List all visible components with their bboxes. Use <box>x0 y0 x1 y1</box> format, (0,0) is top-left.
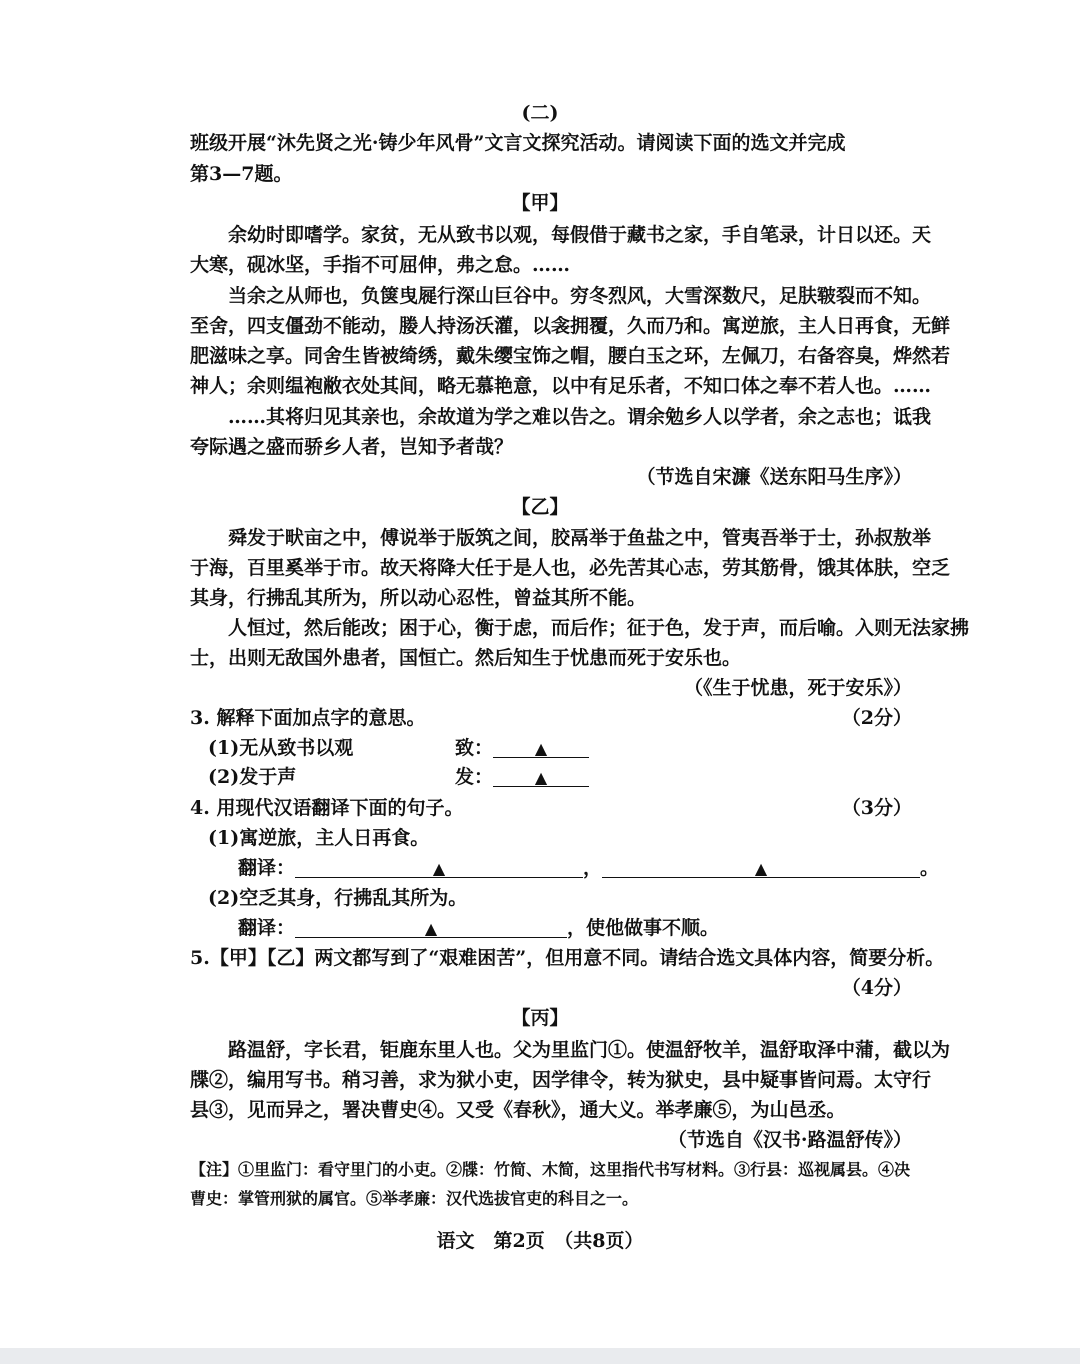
question-3-item-2: (2)发于声 <box>208 766 297 788</box>
answer-blank[interactable] <box>493 735 589 758</box>
bing-note-line: 曹史：掌管刑狱的属官。⑤举孝廉：汉代选拔官吏的科目之一。 <box>190 1189 639 1208</box>
page-footer: 语文 第2页 （共8页） <box>436 1230 644 1252</box>
jia-line: 肥滋味之享。同舍生皆被绮绣，戴朱缨宝饰之帽，腰白玉之环，左佩刀，右备容臭，烨然若 <box>190 345 951 367</box>
jia-line: 余幼时即嗜学。家贫，无从致书以观，每假借于藏书之家，手自笔录，计日以还。天 <box>228 224 932 246</box>
question-3-score: （2分） <box>841 707 912 729</box>
translation-label: 翻译： <box>238 917 296 939</box>
question-3-item-1: (1)无从致书以观 <box>208 737 354 759</box>
intro-line-1: 班级开展“沐先贤之光·铸少年风骨”文言文探究活动。请阅读下面的选文并完成 <box>190 132 846 154</box>
jia-line: 神人；余则缊袍敝衣处其间，略无慕艳意，以中有足乐者，不知口体之奉不若人也。…… <box>190 375 932 397</box>
bing-source: （节选自《汉书·路温舒传》） <box>667 1129 912 1151</box>
question-4-translation-2 <box>238 915 719 941</box>
answer-blank[interactable] <box>295 915 567 938</box>
question-5-score: （4分） <box>841 977 912 999</box>
intro-line-2: 第3—7题。 <box>190 163 293 185</box>
triangle-icon: ▲ <box>754 859 768 878</box>
triangle-icon: ▲ <box>432 859 446 878</box>
translation-label: 翻译： <box>238 857 296 879</box>
question-3-answer-1 <box>455 735 589 761</box>
yi-line: 士，出则无敌国外患者，国恒亡。然后知生于忧患而死于安乐也。 <box>190 647 742 669</box>
yi-line: 其身，行拂乱其所为，所以动心忍性，曾益其所不能。 <box>190 587 647 609</box>
answer-blank[interactable] <box>493 764 589 787</box>
bing-line: 路温舒，字长君，钜鹿东里人也。父为里监门①。使温舒牧羊，温舒取泽中蒲，截以为 <box>228 1039 951 1061</box>
passage-yi-heading: 【乙】 <box>511 496 569 518</box>
question-3-answer-2 <box>455 764 589 790</box>
jia-line: 当余之从师也，负箧曳屣行深山巨谷中。穷冬烈风，大雪深数尺，足肤皲裂而不知。 <box>228 285 932 307</box>
jia-line: ……其将归见其亲也，余故道为学之难以告之。谓余勉乡人以学者，余之志也；诋我 <box>228 406 932 428</box>
question-4-score: （3分） <box>841 797 912 819</box>
yi-source: （《生于忧患，死于安乐》） <box>683 677 912 699</box>
jia-line: 夸际遇之盛而骄乡人者，岂知予者哉？ <box>190 436 514 458</box>
question-4-item-2: (2)空乏其身，行拂乱其所为。 <box>208 887 468 909</box>
yi-line: 人恒过，然后能改；困于心，衡于虑，而后作；征于色，发于声，而后喻。入则无法家拂 <box>228 617 970 639</box>
period-mark: 。 <box>920 857 940 879</box>
yi-line: 于海，百里奚举于市。故天将降大任于是人也，必先苦其心志，劳其筋骨，饿其体肤，空乏 <box>190 557 951 579</box>
question-4-stem: 4. 用现代汉语翻译下面的句子。 <box>190 797 464 819</box>
comma-mark: ， <box>583 857 603 879</box>
question-5-stem: 5.【甲】【乙】两文都写到了“艰难困苦”，但用意不同。请结合选文具体内容，简要分析。 <box>190 947 945 969</box>
triangle-icon: ▲ <box>534 768 548 787</box>
bing-note-line: 【注】①里监门：看守里门的小吏。②牒：竹简、木简，这里指代书写材料。③行县：巡视属县。④决 <box>190 1160 911 1179</box>
question-4-translation-1 <box>238 855 939 881</box>
answer-blank[interactable] <box>602 855 920 878</box>
answer-key-label: 致： <box>455 737 494 759</box>
yi-line: 舜发于畎亩之中，傅说举于版筑之间，胶鬲举于鱼盐之中，管夷吾举于士，孙叔敖举 <box>228 527 932 549</box>
bing-line: 县③，见而异之，署决曹史④。又受《春秋》，通大义。举孝廉⑤，为山邑丞。 <box>190 1099 846 1121</box>
question-4-item-1: (1)寓逆旅，主人日再食。 <box>208 827 430 849</box>
jia-source: （节选自宋濂《送东阳马生序》） <box>636 466 912 488</box>
answer-key-label: 发： <box>455 766 494 788</box>
passage-jia-heading: 【甲】 <box>511 192 569 214</box>
bing-line: 牒②，编用写书。稍习善，求为狱小吏，因学律令，转为狱史，县中疑事皆问焉。太守行 <box>190 1069 932 1091</box>
triangle-icon: ▲ <box>424 919 438 938</box>
jia-line: 至舍，四支僵劲不能动，媵人持汤沃灌，以衾拥覆，久而乃和。寓逆旅，主人日再食，无鲜 <box>190 315 951 337</box>
answer-blank[interactable] <box>295 855 583 878</box>
bottom-band <box>0 1348 1080 1364</box>
question-3-stem: 3. 解释下面加点字的意思。 <box>190 707 426 729</box>
jia-line: 大寒，砚冰坚，手指不可屈伸，弗之怠。…… <box>190 254 571 276</box>
passage-bing-heading: 【丙】 <box>511 1007 569 1029</box>
triangle-icon: ▲ <box>534 739 548 758</box>
section-title: (二) <box>521 102 559 124</box>
translation-tail: ，使他做事不顺。 <box>567 917 720 939</box>
